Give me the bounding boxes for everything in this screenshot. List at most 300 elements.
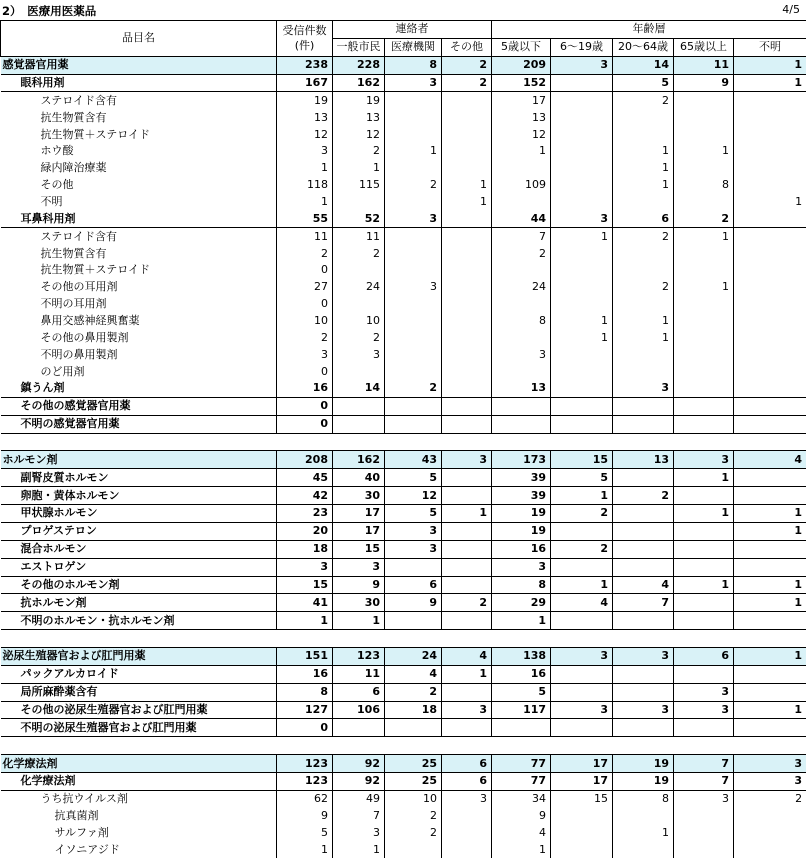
table-row bbox=[1, 126, 806, 143]
value-cell bbox=[442, 825, 492, 842]
value-cell: 1 bbox=[442, 505, 492, 523]
value-cell: 3 bbox=[442, 451, 492, 469]
value-cell: 3 bbox=[734, 755, 806, 773]
value-cell: 15 bbox=[551, 451, 613, 469]
value-cell: 1 bbox=[674, 228, 734, 245]
value-cell: 9 bbox=[492, 808, 551, 825]
value-cell bbox=[385, 313, 442, 330]
value-cell: 16 bbox=[277, 665, 333, 683]
value-cell bbox=[613, 683, 674, 701]
col-age-20-64: 20～64歳 bbox=[613, 38, 674, 56]
table-row bbox=[1, 92, 806, 109]
value-cell: 3 bbox=[613, 380, 674, 397]
value-cell: 3 bbox=[551, 701, 613, 719]
col-age-0-5: 5歳以下 bbox=[492, 38, 551, 56]
value-cell bbox=[551, 92, 613, 109]
row-label: 局所麻酔薬含有 bbox=[1, 683, 277, 701]
table-row bbox=[1, 160, 806, 177]
value-cell: 2 bbox=[613, 487, 674, 505]
value-cell bbox=[333, 262, 385, 279]
value-cell: 3 bbox=[613, 701, 674, 719]
value-cell: 9 bbox=[277, 808, 333, 825]
table-row bbox=[1, 228, 806, 245]
table-row bbox=[1, 397, 806, 415]
value-cell: 6 bbox=[442, 755, 492, 773]
row-label: 卵胞・黄体ホルモン bbox=[1, 487, 277, 505]
row-label: エストロゲン bbox=[1, 558, 277, 576]
value-cell: 5 bbox=[277, 825, 333, 842]
value-cell bbox=[442, 313, 492, 330]
value-cell: 7 bbox=[674, 755, 734, 773]
row-label: ホウ酸 bbox=[1, 143, 277, 160]
value-cell bbox=[442, 415, 492, 433]
value-cell: 13 bbox=[277, 109, 333, 126]
row-label: 不明の鼻用製剤 bbox=[1, 346, 277, 363]
value-cell bbox=[385, 296, 442, 313]
row-label: プロゲステロン bbox=[1, 522, 277, 540]
value-cell: 123 bbox=[277, 755, 333, 773]
value-cell: 118 bbox=[277, 177, 333, 194]
value-cell: 1 bbox=[551, 576, 613, 594]
table-row bbox=[1, 415, 806, 433]
value-cell: 2 bbox=[551, 505, 613, 523]
report-header bbox=[0, 0, 806, 20]
row-label: 抗生物質＋ステロイド bbox=[1, 262, 277, 279]
value-cell: 6 bbox=[442, 772, 492, 790]
value-cell bbox=[734, 279, 806, 296]
row-label: ステロイド含有 bbox=[1, 228, 277, 245]
value-cell bbox=[674, 346, 734, 363]
table-row bbox=[1, 74, 806, 92]
value-cell: 11 bbox=[277, 228, 333, 245]
value-cell: 17 bbox=[551, 755, 613, 773]
value-cell: 1 bbox=[674, 576, 734, 594]
value-cell: 1 bbox=[442, 194, 492, 211]
value-cell bbox=[442, 363, 492, 380]
value-cell bbox=[385, 194, 442, 211]
row-label: ホルモン剤 bbox=[1, 451, 277, 469]
value-cell bbox=[442, 612, 492, 630]
row-label: 混合ホルモン bbox=[1, 540, 277, 558]
value-cell: 20 bbox=[277, 522, 333, 540]
row-label: その他の耳用剤 bbox=[1, 279, 277, 296]
value-cell: 77 bbox=[492, 755, 551, 773]
row-label: 抗生物質含有 bbox=[1, 109, 277, 126]
table-row bbox=[1, 841, 806, 858]
value-cell: 11 bbox=[333, 665, 385, 683]
value-cell: 1 bbox=[613, 160, 674, 177]
value-cell: 1 bbox=[442, 177, 492, 194]
value-cell: 3 bbox=[385, 74, 442, 92]
value-cell bbox=[734, 380, 806, 397]
value-cell: 8 bbox=[492, 576, 551, 594]
value-cell bbox=[442, 540, 492, 558]
value-cell: 2 bbox=[333, 245, 385, 262]
col-contact-other: その他 bbox=[442, 38, 492, 56]
value-cell bbox=[385, 160, 442, 177]
value-cell: 3 bbox=[613, 647, 674, 665]
value-cell bbox=[734, 363, 806, 380]
col-contact-group: 連絡者 bbox=[333, 21, 492, 39]
value-cell: 123 bbox=[333, 647, 385, 665]
value-cell bbox=[734, 346, 806, 363]
value-cell bbox=[734, 558, 806, 576]
value-cell: 1 bbox=[442, 665, 492, 683]
value-cell bbox=[551, 397, 613, 415]
value-cell bbox=[551, 177, 613, 194]
row-label: 不明 bbox=[1, 194, 277, 211]
value-cell: 39 bbox=[492, 469, 551, 487]
value-cell bbox=[613, 415, 674, 433]
value-cell bbox=[385, 92, 442, 109]
value-cell: 1 bbox=[674, 279, 734, 296]
value-cell: 2 bbox=[385, 808, 442, 825]
value-cell: 10 bbox=[333, 313, 385, 330]
row-label: 不明の泌尿生殖器官および肛門用薬 bbox=[1, 719, 277, 737]
row-label: イソニアジド bbox=[1, 841, 277, 858]
value-cell bbox=[734, 397, 806, 415]
value-cell bbox=[442, 279, 492, 296]
value-cell bbox=[442, 160, 492, 177]
value-cell bbox=[734, 92, 806, 109]
value-cell bbox=[734, 825, 806, 842]
value-cell bbox=[674, 594, 734, 612]
value-cell bbox=[734, 143, 806, 160]
row-label: その他 bbox=[1, 177, 277, 194]
value-cell bbox=[385, 109, 442, 126]
value-cell: 1 bbox=[734, 74, 806, 92]
value-cell bbox=[385, 415, 442, 433]
spacer-cell bbox=[1, 433, 806, 451]
value-cell: 3 bbox=[385, 279, 442, 296]
value-cell: 9 bbox=[674, 74, 734, 92]
value-cell: 2 bbox=[551, 540, 613, 558]
value-cell bbox=[551, 143, 613, 160]
value-cell bbox=[674, 329, 734, 346]
value-cell: 24 bbox=[333, 279, 385, 296]
value-cell: 0 bbox=[277, 296, 333, 313]
row-label: 鎮うん剤 bbox=[1, 380, 277, 397]
value-cell: 3 bbox=[385, 210, 442, 227]
value-cell: 17 bbox=[333, 505, 385, 523]
value-cell: 3 bbox=[492, 558, 551, 576]
value-cell: 1 bbox=[551, 313, 613, 330]
row-label: 抗ホルモン剤 bbox=[1, 594, 277, 612]
value-cell: 3 bbox=[442, 701, 492, 719]
table-row bbox=[1, 790, 806, 807]
value-cell: 11 bbox=[674, 56, 734, 74]
spacer-cell bbox=[1, 630, 806, 648]
value-cell: 9 bbox=[333, 576, 385, 594]
row-label: 耳鼻科用剤 bbox=[1, 210, 277, 227]
value-cell: 173 bbox=[492, 451, 551, 469]
value-cell bbox=[734, 329, 806, 346]
value-cell bbox=[613, 719, 674, 737]
value-cell: 8 bbox=[492, 313, 551, 330]
row-label: 抗真菌剤 bbox=[1, 808, 277, 825]
value-cell: 0 bbox=[277, 397, 333, 415]
value-cell: 1 bbox=[277, 612, 333, 630]
value-cell bbox=[734, 126, 806, 143]
value-cell: 1 bbox=[734, 194, 806, 211]
value-cell: 0 bbox=[277, 719, 333, 737]
value-cell: 2 bbox=[385, 683, 442, 701]
value-cell: 209 bbox=[492, 56, 551, 74]
value-cell: 2 bbox=[613, 228, 674, 245]
value-cell bbox=[551, 558, 613, 576]
row-label: その他のホルモン剤 bbox=[1, 576, 277, 594]
value-cell bbox=[442, 380, 492, 397]
table-row bbox=[1, 262, 806, 279]
value-cell bbox=[674, 665, 734, 683]
value-cell: 3 bbox=[551, 210, 613, 227]
value-cell: 1 bbox=[674, 505, 734, 523]
value-cell bbox=[613, 558, 674, 576]
value-cell bbox=[442, 469, 492, 487]
value-cell bbox=[551, 612, 613, 630]
value-cell bbox=[674, 194, 734, 211]
value-cell: 16 bbox=[277, 380, 333, 397]
value-cell: 1 bbox=[277, 194, 333, 211]
value-cell: 1 bbox=[333, 160, 385, 177]
value-cell: 1 bbox=[551, 228, 613, 245]
value-cell bbox=[551, 825, 613, 842]
table-row bbox=[1, 683, 806, 701]
row-label: 不明の感覚器官用薬 bbox=[1, 415, 277, 433]
value-cell: 1 bbox=[492, 143, 551, 160]
value-cell: 5 bbox=[385, 505, 442, 523]
col-age-6-19: 6～19歳 bbox=[551, 38, 613, 56]
medicine-table bbox=[0, 20, 806, 858]
value-cell: 15 bbox=[551, 790, 613, 807]
value-cell bbox=[734, 245, 806, 262]
value-cell: 4 bbox=[613, 576, 674, 594]
value-cell bbox=[333, 719, 385, 737]
value-cell bbox=[385, 126, 442, 143]
value-cell: 228 bbox=[333, 56, 385, 74]
value-cell: 3 bbox=[492, 346, 551, 363]
value-cell: 106 bbox=[333, 701, 385, 719]
value-cell: 1 bbox=[734, 594, 806, 612]
value-cell bbox=[613, 505, 674, 523]
value-cell bbox=[442, 228, 492, 245]
row-label: 抗生物質含有 bbox=[1, 245, 277, 262]
row-label: 不明の耳用剤 bbox=[1, 296, 277, 313]
value-cell bbox=[674, 612, 734, 630]
value-cell bbox=[551, 245, 613, 262]
row-label: 泌尿生殖器官および肛門用薬 bbox=[1, 647, 277, 665]
value-cell bbox=[613, 194, 674, 211]
value-cell: 1 bbox=[734, 56, 806, 74]
value-cell: 4 bbox=[734, 451, 806, 469]
table-row bbox=[1, 143, 806, 160]
value-cell bbox=[385, 558, 442, 576]
value-cell: 6 bbox=[674, 647, 734, 665]
value-cell: 12 bbox=[333, 126, 385, 143]
value-cell: 2 bbox=[333, 329, 385, 346]
value-cell bbox=[385, 841, 442, 858]
value-cell bbox=[674, 522, 734, 540]
value-cell bbox=[613, 262, 674, 279]
value-cell: 15 bbox=[277, 576, 333, 594]
value-cell bbox=[442, 210, 492, 227]
value-cell bbox=[674, 380, 734, 397]
table-row bbox=[1, 505, 806, 523]
value-cell: 18 bbox=[385, 701, 442, 719]
value-cell: 2 bbox=[277, 245, 333, 262]
value-cell: 3 bbox=[551, 647, 613, 665]
value-cell bbox=[613, 397, 674, 415]
value-cell: 1 bbox=[613, 177, 674, 194]
table-row bbox=[1, 363, 806, 380]
value-cell: 1 bbox=[277, 841, 333, 858]
value-cell: 3 bbox=[734, 772, 806, 790]
col-contact-medical: 医療機関 bbox=[385, 38, 442, 56]
value-cell: 8 bbox=[385, 56, 442, 74]
value-cell: 2 bbox=[492, 245, 551, 262]
value-cell bbox=[385, 346, 442, 363]
value-cell: 3 bbox=[277, 346, 333, 363]
value-cell bbox=[613, 469, 674, 487]
value-cell bbox=[551, 346, 613, 363]
value-cell bbox=[674, 126, 734, 143]
value-cell: 41 bbox=[277, 594, 333, 612]
value-cell bbox=[551, 126, 613, 143]
value-cell: 15 bbox=[333, 540, 385, 558]
value-cell bbox=[674, 92, 734, 109]
value-cell: 2 bbox=[385, 380, 442, 397]
table-row bbox=[1, 540, 806, 558]
col-age-65plus: 65歳以上 bbox=[674, 38, 734, 56]
value-cell: 29 bbox=[492, 594, 551, 612]
value-cell bbox=[551, 522, 613, 540]
table-row bbox=[1, 329, 806, 346]
value-cell: 39 bbox=[492, 487, 551, 505]
value-cell: 19 bbox=[492, 505, 551, 523]
value-cell bbox=[613, 808, 674, 825]
table-row bbox=[1, 630, 806, 648]
value-cell: 3 bbox=[442, 790, 492, 807]
value-cell: 1 bbox=[734, 505, 806, 523]
value-cell: 4 bbox=[385, 665, 442, 683]
value-cell bbox=[385, 262, 442, 279]
value-cell: 19 bbox=[333, 92, 385, 109]
value-cell bbox=[333, 296, 385, 313]
value-cell: 25 bbox=[385, 772, 442, 790]
table-row bbox=[1, 701, 806, 719]
value-cell bbox=[734, 313, 806, 330]
value-cell bbox=[551, 296, 613, 313]
value-cell bbox=[442, 92, 492, 109]
value-cell bbox=[734, 228, 806, 245]
value-cell bbox=[492, 363, 551, 380]
value-cell: 7 bbox=[613, 594, 674, 612]
value-cell bbox=[492, 194, 551, 211]
value-cell: 238 bbox=[277, 56, 333, 74]
value-cell bbox=[674, 109, 734, 126]
value-cell bbox=[551, 665, 613, 683]
value-cell bbox=[674, 487, 734, 505]
value-cell bbox=[492, 160, 551, 177]
value-cell bbox=[492, 329, 551, 346]
value-cell bbox=[385, 719, 442, 737]
value-cell: 4 bbox=[551, 594, 613, 612]
value-cell: 2 bbox=[442, 594, 492, 612]
value-cell bbox=[442, 683, 492, 701]
table-row bbox=[1, 433, 806, 451]
col-age-group: 年齢層 bbox=[492, 21, 806, 39]
value-cell bbox=[734, 109, 806, 126]
value-cell bbox=[674, 719, 734, 737]
value-cell: 3 bbox=[674, 790, 734, 807]
value-cell: 1 bbox=[734, 576, 806, 594]
value-cell: 8 bbox=[277, 683, 333, 701]
value-cell bbox=[734, 469, 806, 487]
table-row bbox=[1, 825, 806, 842]
table-row bbox=[1, 109, 806, 126]
col-contact-public: 一般市民 bbox=[333, 38, 385, 56]
table-row bbox=[1, 346, 806, 363]
value-cell bbox=[734, 665, 806, 683]
value-cell bbox=[734, 210, 806, 227]
value-cell: 17 bbox=[333, 522, 385, 540]
value-cell bbox=[734, 808, 806, 825]
row-label: その他の鼻用製剤 bbox=[1, 329, 277, 346]
value-cell bbox=[551, 719, 613, 737]
value-cell: 6 bbox=[333, 683, 385, 701]
value-cell bbox=[734, 487, 806, 505]
value-cell: 1 bbox=[613, 143, 674, 160]
value-cell bbox=[674, 313, 734, 330]
value-cell bbox=[333, 194, 385, 211]
value-cell: 19 bbox=[613, 755, 674, 773]
value-cell: 1 bbox=[613, 329, 674, 346]
value-cell bbox=[442, 576, 492, 594]
value-cell bbox=[442, 487, 492, 505]
value-cell: 3 bbox=[277, 558, 333, 576]
value-cell: 151 bbox=[277, 647, 333, 665]
value-cell bbox=[442, 329, 492, 346]
value-cell: 77 bbox=[492, 772, 551, 790]
value-cell bbox=[734, 262, 806, 279]
value-cell: 43 bbox=[385, 451, 442, 469]
value-cell bbox=[734, 160, 806, 177]
value-cell bbox=[674, 825, 734, 842]
value-cell: 92 bbox=[333, 755, 385, 773]
value-cell: 17 bbox=[551, 772, 613, 790]
value-cell: 162 bbox=[333, 74, 385, 92]
value-cell: 19 bbox=[277, 92, 333, 109]
value-cell: 62 bbox=[277, 790, 333, 807]
value-cell: 5 bbox=[613, 74, 674, 92]
value-cell: 2 bbox=[333, 143, 385, 160]
table-row bbox=[1, 469, 806, 487]
value-cell: 127 bbox=[277, 701, 333, 719]
value-cell: 55 bbox=[277, 210, 333, 227]
value-cell bbox=[385, 397, 442, 415]
value-cell: 17 bbox=[492, 92, 551, 109]
col-received: 受信件数 (件) bbox=[277, 21, 333, 57]
table-row bbox=[1, 451, 806, 469]
value-cell: 123 bbox=[277, 772, 333, 790]
value-cell bbox=[492, 397, 551, 415]
value-cell: 45 bbox=[277, 469, 333, 487]
value-cell bbox=[385, 245, 442, 262]
value-cell: 9 bbox=[385, 594, 442, 612]
value-cell bbox=[734, 415, 806, 433]
value-cell bbox=[613, 540, 674, 558]
row-label: 緑内障治療薬 bbox=[1, 160, 277, 177]
